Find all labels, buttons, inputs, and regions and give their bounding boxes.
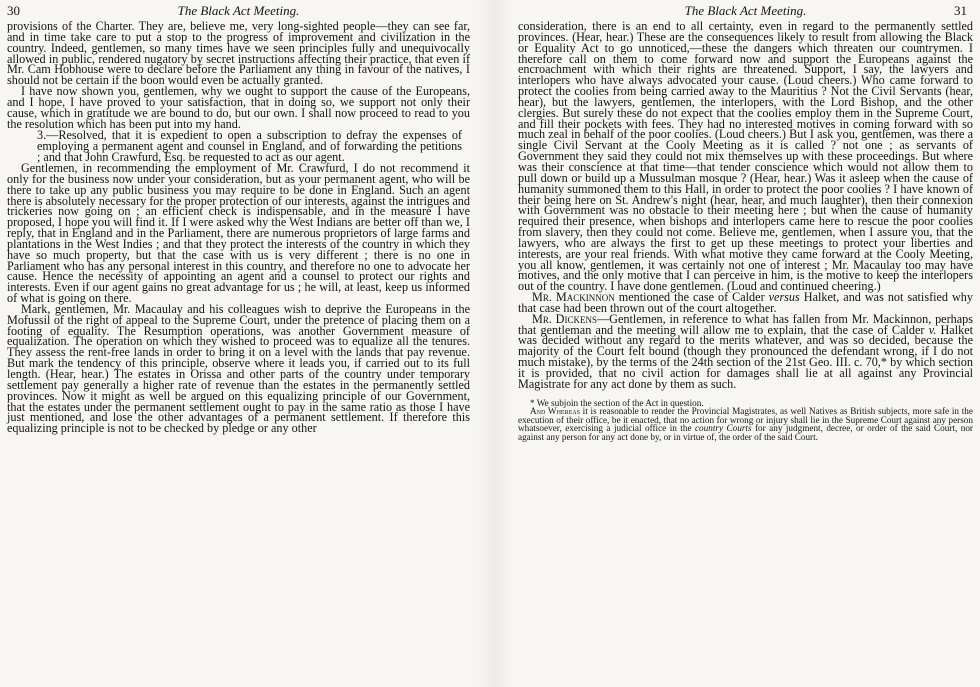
page-number: 30	[7, 3, 20, 18]
page-number: 31	[954, 3, 967, 18]
footnote-line: * We subjoin the section of the Act in question.	[530, 397, 704, 408]
resolution-text: 3.—Resolved, that it is expedient to open a subscription to defray the expenses of employing a permanent agent and counsel in England, and of forwarding the petitions ; and that John Crawfurd, Esq. be requested to act as our agent.	[37, 128, 462, 165]
right-page	[512, 0, 975, 687]
footnote-text: for any judgment, decree, or order of the said Court, nor against any person for any act done by, or in virtue of, the order of the said Court.	[518, 423, 973, 442]
paragraph-text: —Gentlemen, in reference to what has fallen from Mr. Mackinnon, perhaps that gentleman and the meeting will allow me to explain, that the case of Calder	[518, 311, 973, 337]
footnote-lead: And Whereas	[530, 406, 580, 417]
paragraph-text: Halket, and was not satisfied why that case had been thrown out of the court altogether.	[518, 290, 973, 315]
speaker-name: Mr. Mackinnon	[532, 290, 615, 305]
paragraph: I have now shown you, gentlemen, why we ought to support the cause of the Europeans, and I hope, I have proved to your satisfaction, that in doing so, we support not only their cause, which in gratitude we are bound to do, but our own. I shall now proceed to read to you the resolution which has been put into my hand.	[7, 84, 470, 131]
book-gutter	[478, 0, 512, 687]
paragraph: Gentlemen, in recommending the employment of Mr. Crawfurd, I do not recommend it only for the business now under your consideration, but as your permanent agent, who will be there to take up any public business you may require to be done in England. Such an agent there is absolutely necessary for the proper protection of our interests, against the intrigues and trickeries now going on ; an efficient check is indispensable, and in the measure I have proposed, I hope you will find it. If I were asked why the West Indians are better off than we, I reply, that in England and in the Parliament, there are numerous proprietors of large farms and plantations in the West Indies ; and that they protect the interests of the country in which they have so much property, but that the case with us is very different ; there is no one in Parliament who has any personal interest in this country, and therefore no one to advocate her cause. Hence the necessity of appointing an agent and a counsel to protect our rights and interests. Even if our agent gains no great advantage for us ; he will, at least, keep us informed of what is going on there.	[7, 160, 470, 306]
left-body-text	[7, 21, 470, 434]
running-title: The Black Act Meeting.	[177, 3, 300, 18]
footnote-text: it is reasonable to render the Provincial Magistrates, as well Natives as British subjects, more safe in the execution of their office, be it enacted, that no action for wrong or injury shall lie in the Supreme Court against any person whatsoever, exercising a judicial office in the	[518, 406, 973, 434]
footnote	[518, 399, 973, 442]
paragraph-text: Halket was decided without any regard to the merits whatever, and was so decided, because the majority of the Court felt bound (though they pronounced the defendant wrong, if I do not much mistake), by the terms of the 24th section of the 21st Geo. III. c. 70,* by which section it is provided, that no civil action for damages shall lie at all against any Provincial Magistrate for any act done by them as such.	[518, 322, 973, 391]
paragraph-text: mentioned the case of Calder	[614, 290, 769, 305]
paragraph	[518, 311, 973, 391]
left-running-head	[7, 3, 470, 21]
right-body-text	[518, 21, 973, 390]
paragraph: Mark, gentlemen, Mr. Macaulay and his colleagues wish to deprive the Europeans in the Mofussil of the right of appeal to the Supreme Court, under the pretence of placing them on a footing of equality. The Resumption operations, was another Government measure of equalization. The operation on which they wished to proceed was to equalize all the tenures. They assess the rent-free lands in order to bring it on a level with the lands that pay revenue. But mark the tendency of this principle, observe where it leads you, if carried out to its full length. (Hear, hear.) The estates in Orissa and other parts of the country under temporary settlement pay generally a higher rate of revenue than the estates in the permanently settled provinces. Now it might as well be argued on this equalizing principle of our Government, that the estates under the permanent settlement ought to pay in the same ratio as those I have just mentioned, and lose the other advantages of a permanent settlement. If therefore this equalizing principle is not to be checked by pledge or any other	[7, 301, 470, 436]
paragraph-italic: v.	[928, 322, 937, 337]
left-page	[0, 0, 478, 687]
right-running-head	[518, 3, 973, 21]
paragraph-italic: versus	[768, 290, 800, 305]
footnote-italic: country Courts	[694, 423, 752, 434]
speaker-name: Mr. Dickens	[532, 311, 597, 326]
paragraph	[518, 292, 973, 314]
paragraph: consideration, there is an end to all certainty, even in regard to the permanently settled provinces. (Hear, hear.) These are the consequences likely to result from allowing the Black or Equality Act to go unnoticed,—these the dangers which threaten our countrymen. I therefore call on them to come forward now and support the Europeans against the encroachment with which their rights are threatened. Support, I say, the lawyers and interlopers who have always advocated your cause. (Loud cheers.) Who came forward to protect the coolies from being carried away to the Mauritius ? Not the Civil Servants (hear, hear), but the lawyers, gentlemen, the interlopers, with the Lord Bishop, and the other clergies. But surely these do not expect that the coolies employ them in the Supreme Court, and fill their pockets with fees. They had no interested motives in coming forward with so much zeal in behalf of the poor coolies. (Loud cheers.) But I ask you, gentlemen, was there a single Civil Servant at the Cooly Meeting as it is called ? not one ; as servants of Government they said they could not mix themselves up with these proceedings. But where was their conscience at that time—that tender conscience which would not allow them to pull down or build up a Mussulman mosque ? (Hear, hear.) Was it asleep when the cause of humanity summoned them to this Hall, in order to protect the poor coolies ? I have known of their being here on St. Andrew's night (hear, hear, and much laughter), then their connexion with Government was no obstacle to their meeting here ; but when the cause of humanity required their presence, when bishops and interlopers came here to rescue the poor coolies from slavery, then they could not come. Believe me, gentlemen, when I assure you, that the lawyers, who are always the first to get up these meetings to protect your liberties and interests, are your real friends. With what motive they came forward at the Cooly Meeting, you all know, gentlemen, it was certainly not one of interest ; Mr. Macaulay too may have motives, and the only motive that I can perceive in him, is the motive to keep the interlopers out of the country. I have done gentlemen. (Loud and continued cheering.)	[518, 19, 973, 294]
footnote-line	[518, 407, 973, 441]
paragraph: provisions of the Charter. They are, believe me, very long-sighted people—they can see far, and in time take care to put a stop to the progress of improvement and civilization in the country. Indeed, gentlemen, so many times have we seen principles fully and unequivocally allowed in public, rendered nugatory by secret instructions affecting their practice, that even if Mr. Cam Hobhouse were to declare before the Parliament any thing in favour of the natives, I should not be certain if the boon would even be actually granted.	[7, 19, 470, 88]
running-title: The Black Act Meeting.	[684, 3, 807, 18]
